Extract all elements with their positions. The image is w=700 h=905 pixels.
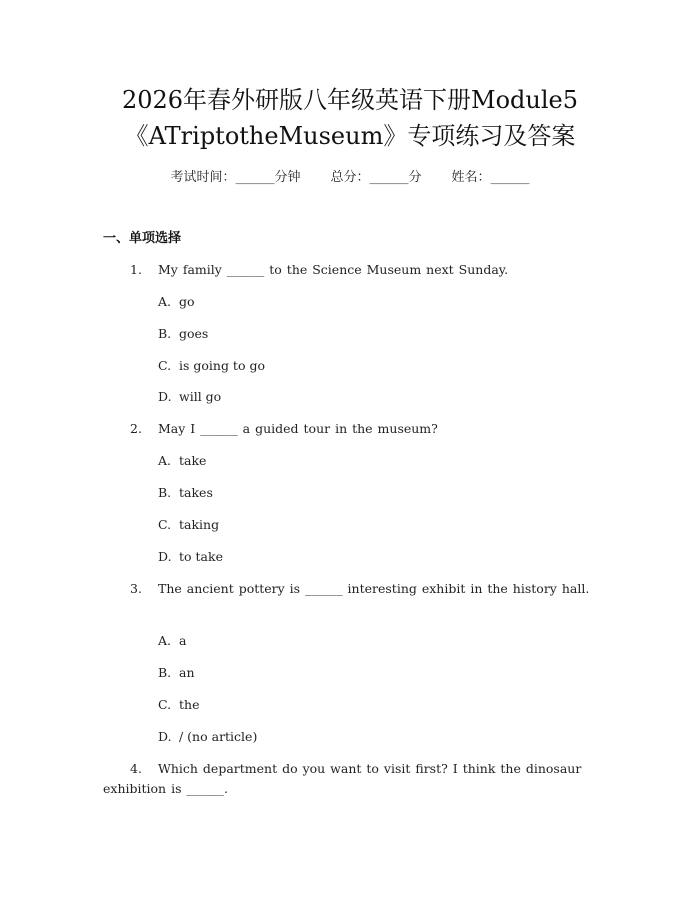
question-4 (103, 759, 600, 799)
option-text: / (no article) (179, 729, 258, 744)
document-title-line-1: 2026年春外研版八年级英语下册Module5 (121, 86, 579, 114)
score-blank: ______ (369, 170, 409, 185)
question-1-option-a (158, 292, 195, 312)
question-3-option-c (158, 695, 199, 715)
question-1-option-c (158, 356, 265, 376)
question-number: 3. (130, 581, 142, 596)
score-unit: 分 (408, 170, 422, 185)
option-letter: C. (158, 697, 172, 712)
option-letter: C. (158, 517, 172, 532)
question-1-option-b (158, 324, 208, 344)
option-letter: B. (158, 326, 172, 341)
question-text: May I ______ a guided tour in the museum? (158, 421, 438, 436)
score-label: 总分： (330, 170, 370, 185)
time-label: 考试时间： (170, 170, 236, 185)
time-blank: ______ (235, 170, 275, 185)
option-text: an (179, 665, 195, 680)
question-3 (103, 579, 600, 599)
option-letter: D. (158, 389, 172, 404)
option-text: is going to go (179, 358, 265, 373)
question-3-option-d (158, 727, 257, 747)
question-text: The ancient pottery is ______ interesting exhibit in the history hall. (158, 581, 590, 596)
question-1 (103, 260, 600, 280)
document-title-line-2: 《ATriptotheMuseum》专项练习及答案 (124, 122, 576, 150)
option-text: goes (179, 326, 209, 341)
time-unit: 分钟 (274, 170, 301, 185)
option-text: will go (179, 389, 222, 404)
option-letter: B. (158, 665, 172, 680)
question-3-option-a (158, 631, 186, 651)
option-letter: B. (158, 485, 172, 500)
option-text: go (179, 294, 195, 309)
name-label: 姓名： (451, 170, 491, 185)
question-2-option-b (158, 483, 213, 503)
question-text: Which department do you want to visit first? I think the dinosaur exhibition is ______. (103, 761, 582, 796)
question-number: 1. (130, 262, 142, 277)
question-2-option-c (158, 515, 219, 535)
option-letter: A. (158, 633, 172, 648)
option-letter: D. (158, 549, 172, 564)
question-2 (103, 419, 600, 439)
section-title: 一、单项选择 (103, 231, 182, 246)
name-blank: ______ (490, 170, 530, 185)
option-text: taking (179, 517, 220, 532)
question-3-option-b (158, 663, 195, 683)
option-text: a (179, 633, 187, 648)
option-letter: C. (158, 358, 172, 373)
question-number: 2. (130, 421, 142, 436)
option-text: takes (179, 485, 213, 500)
exam-info (0, 168, 700, 188)
option-text: take (179, 453, 207, 468)
question-number: 4. (130, 761, 142, 776)
option-text: to take (179, 549, 223, 564)
option-letter: A. (158, 453, 172, 468)
option-letter: A. (158, 294, 172, 309)
option-letter: D. (158, 729, 172, 744)
question-2-option-d (158, 547, 223, 567)
question-text: My family ______ to the Science Museum next Sunday. (158, 262, 509, 277)
option-text: the (179, 697, 200, 712)
question-2-option-a (158, 451, 206, 471)
question-1-option-d (158, 387, 221, 407)
